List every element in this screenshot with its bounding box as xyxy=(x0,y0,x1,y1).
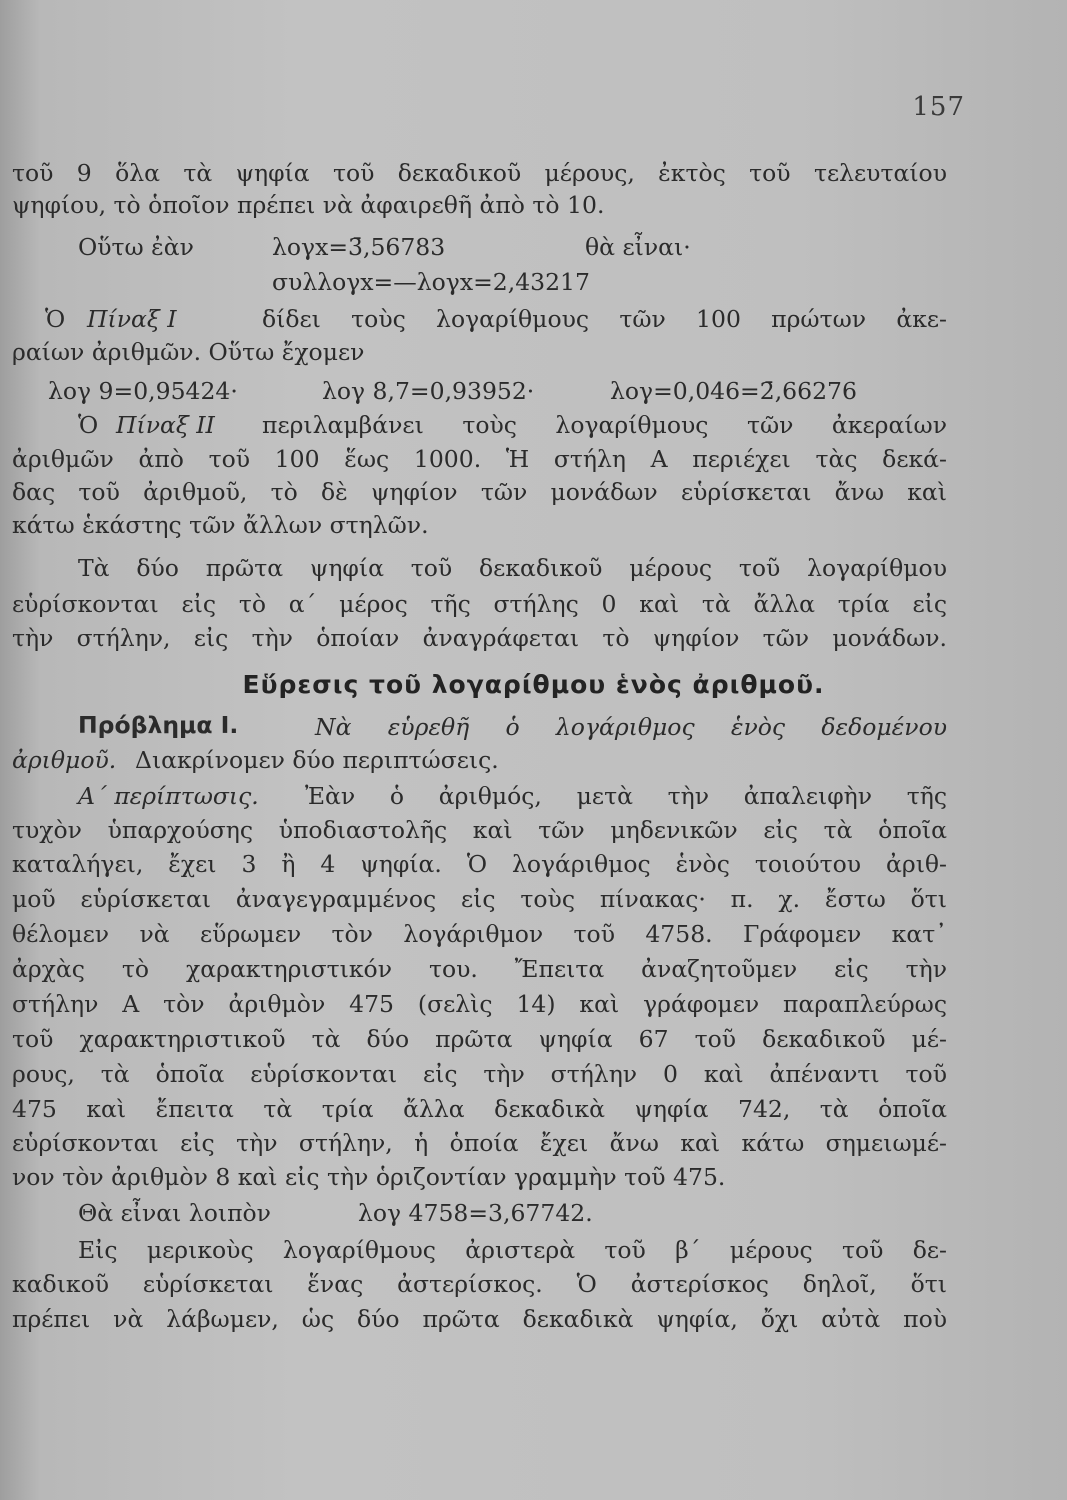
text-line: δίδει τοὺς λογαρίθμους τῶν 100 πρώτων ἀκε- xyxy=(262,305,947,333)
text-line: ψηφίου, τὸ ὁποῖον πρέπει νὰ ἀφαιρεθῆ ἀπὸ τὸ 10. xyxy=(12,191,605,219)
text-line: δας τοῦ ἀριθμοῦ, τὸ δὲ ψηφίον τῶν μονάδων εὑρίσκεται ἄνω καὶ xyxy=(12,478,947,506)
case-label: Α΄ περίπτωσις. xyxy=(78,782,259,810)
formula: λογ 8,7=0,93952· xyxy=(322,377,535,405)
text-line: 475 καὶ ἔπειτα τὰ τρία ἄλλα δεκαδικὰ ψηφία 742, τὰ ὁποῖα xyxy=(12,1095,947,1123)
text-line: Ἐὰν ὁ ἀριθμός, μετὰ τὴν ἀπαλειφὴν τῆς xyxy=(305,782,947,810)
text-line: ραίων ἀριθμῶν. Οὕτω ἔχομεν xyxy=(12,338,365,366)
table-reference: Πίναξ ΙΙ xyxy=(116,411,215,439)
problem-label: Πρόβλημα Ι. xyxy=(78,711,239,739)
text-line: πρέπει νὰ λάβωμεν, ὡς δύο πρῶτα δεκαδικὰ ψηφία, ὄχι αὐτὰ ποὺ xyxy=(12,1305,947,1333)
text-line: καδικοῦ εὑρίσκεται ἕνας ἀστερίσκος. Ὁ ἀστερίσκος δηλοῖ, ὅτι xyxy=(12,1270,947,1298)
problem-statement: ἀριθμοῦ. xyxy=(12,746,117,774)
text-line: στήλην Α τὸν ἀριθμὸν 475 (σελὶς 14) καὶ γράφομεν παραπλεύρως xyxy=(12,990,947,1018)
problem-statement: Νὰ εὑρεθῆ ὁ λογάριθμος ἑνὸς δεδομένου xyxy=(315,713,947,741)
text-line: ρους, τὰ ὁποῖα εὑρίσκονται εἰς τὴν στήλην 0 καὶ ἀπέναντι τοῦ xyxy=(12,1060,947,1088)
text-line: Ὁ xyxy=(45,305,66,333)
text-line: εὑρίσκονται εἰς τὸ α΄ μέρος τῆς στήλης 0 καὶ τὰ ἄλλα τρία εἰς xyxy=(12,590,947,618)
text-line: θὰ εἶναι· xyxy=(585,233,691,261)
formula: λογx=3̄,56783 xyxy=(272,233,446,261)
page-number: 157 xyxy=(912,92,965,122)
formula: συλλογx=—λογx=2,43217 xyxy=(272,268,590,296)
text-line: εὑρίσκονται εἰς τὴν στήλην, ἡ ὁποία ἔχει ἄνω καὶ κάτω σημειωμέ- xyxy=(12,1129,947,1157)
text-line: καταλήγει, ἔχει 3 ἢ 4 ψηφία. Ὁ λογάριθμος ἑνὸς τοιούτου ἀριθ- xyxy=(12,850,947,878)
text-line: νον τὸν ἀριθμὸν 8 καὶ εἰς τὴν ὁριζοντίαν γραμμὴν τοῦ 475. xyxy=(12,1163,726,1191)
text-line: ἀριθμῶν ἀπὸ τοῦ 100 ἕως 1000. Ἡ στήλη Α περιέχει τὰς δεκά- xyxy=(12,445,947,473)
text-line: τοῦ 9 ὅλα τὰ ψηφία τοῦ δεκαδικοῦ μέρους, ἐκτὸς τοῦ τελευταίου xyxy=(12,159,947,187)
table-reference: Πίναξ Ι xyxy=(87,305,177,333)
text-line: Ὁ xyxy=(78,411,99,439)
formula: λογ=0,046=2̄,66276 xyxy=(610,377,857,405)
text-line: ἀρχὰς τὸ χαρακτηριστικόν του. Ἔπειτα ἀναζητοῦμεν εἰς τὴν xyxy=(12,955,947,983)
text-line: Οὕτω ἐὰν xyxy=(78,233,194,261)
text-line: Εἰς μερικοὺς λογαρίθμους ἀριστερὰ τοῦ β΄ μέρους τοῦ δε- xyxy=(78,1236,947,1264)
text-line: τοῦ χαρακτηριστικοῦ τὰ δύο πρῶτα ψηφία 67 τοῦ δεκαδικοῦ μέ- xyxy=(12,1025,947,1053)
section-heading: Εὕρεσις τοῦ λογαρίθμου ἑνὸς ἀριθμοῦ. xyxy=(242,670,825,699)
text-line: Θὰ εἶναι λοιπὸν xyxy=(78,1199,271,1227)
formula: λογ 4758=3,67742. xyxy=(358,1199,593,1227)
formula: λογ 9=0,95424· xyxy=(48,377,238,405)
text-line: κάτω ἑκάστης τῶν ἄλλων στηλῶν. xyxy=(12,511,429,539)
text-line: θέλομεν νὰ εὕρωμεν τὸν λογάριθμον τοῦ 4758. Γράφομεν κατ᾽ xyxy=(12,920,947,948)
text-line: Τὰ δύο πρῶτα ψηφία τοῦ δεκαδικοῦ μέρους τοῦ λογαρίθμου xyxy=(78,554,947,582)
text-line: μοῦ εὑρίσκεται ἀναγεγραμμένος εἰς τοὺς πίνακας· π. χ. ἔστω ὅτι xyxy=(12,885,947,913)
text-line: περιλαμβάνει τοὺς λογαρίθμους τῶν ἀκεραίων xyxy=(262,411,947,439)
text-line: τὴν στήλην, εἰς τὴν ὁποίαν ἀναγράφεται τὸ ψηφίον τῶν μονάδων. xyxy=(12,624,947,652)
text-line: Διακρίνομεν δύο περιπτώσεις. xyxy=(135,746,499,774)
text-line: τυχὸν ὑπαρχούσης ὑποδιαστολῆς καὶ τῶν μηδενικῶν εἰς τὰ ὁποῖα xyxy=(12,816,947,844)
